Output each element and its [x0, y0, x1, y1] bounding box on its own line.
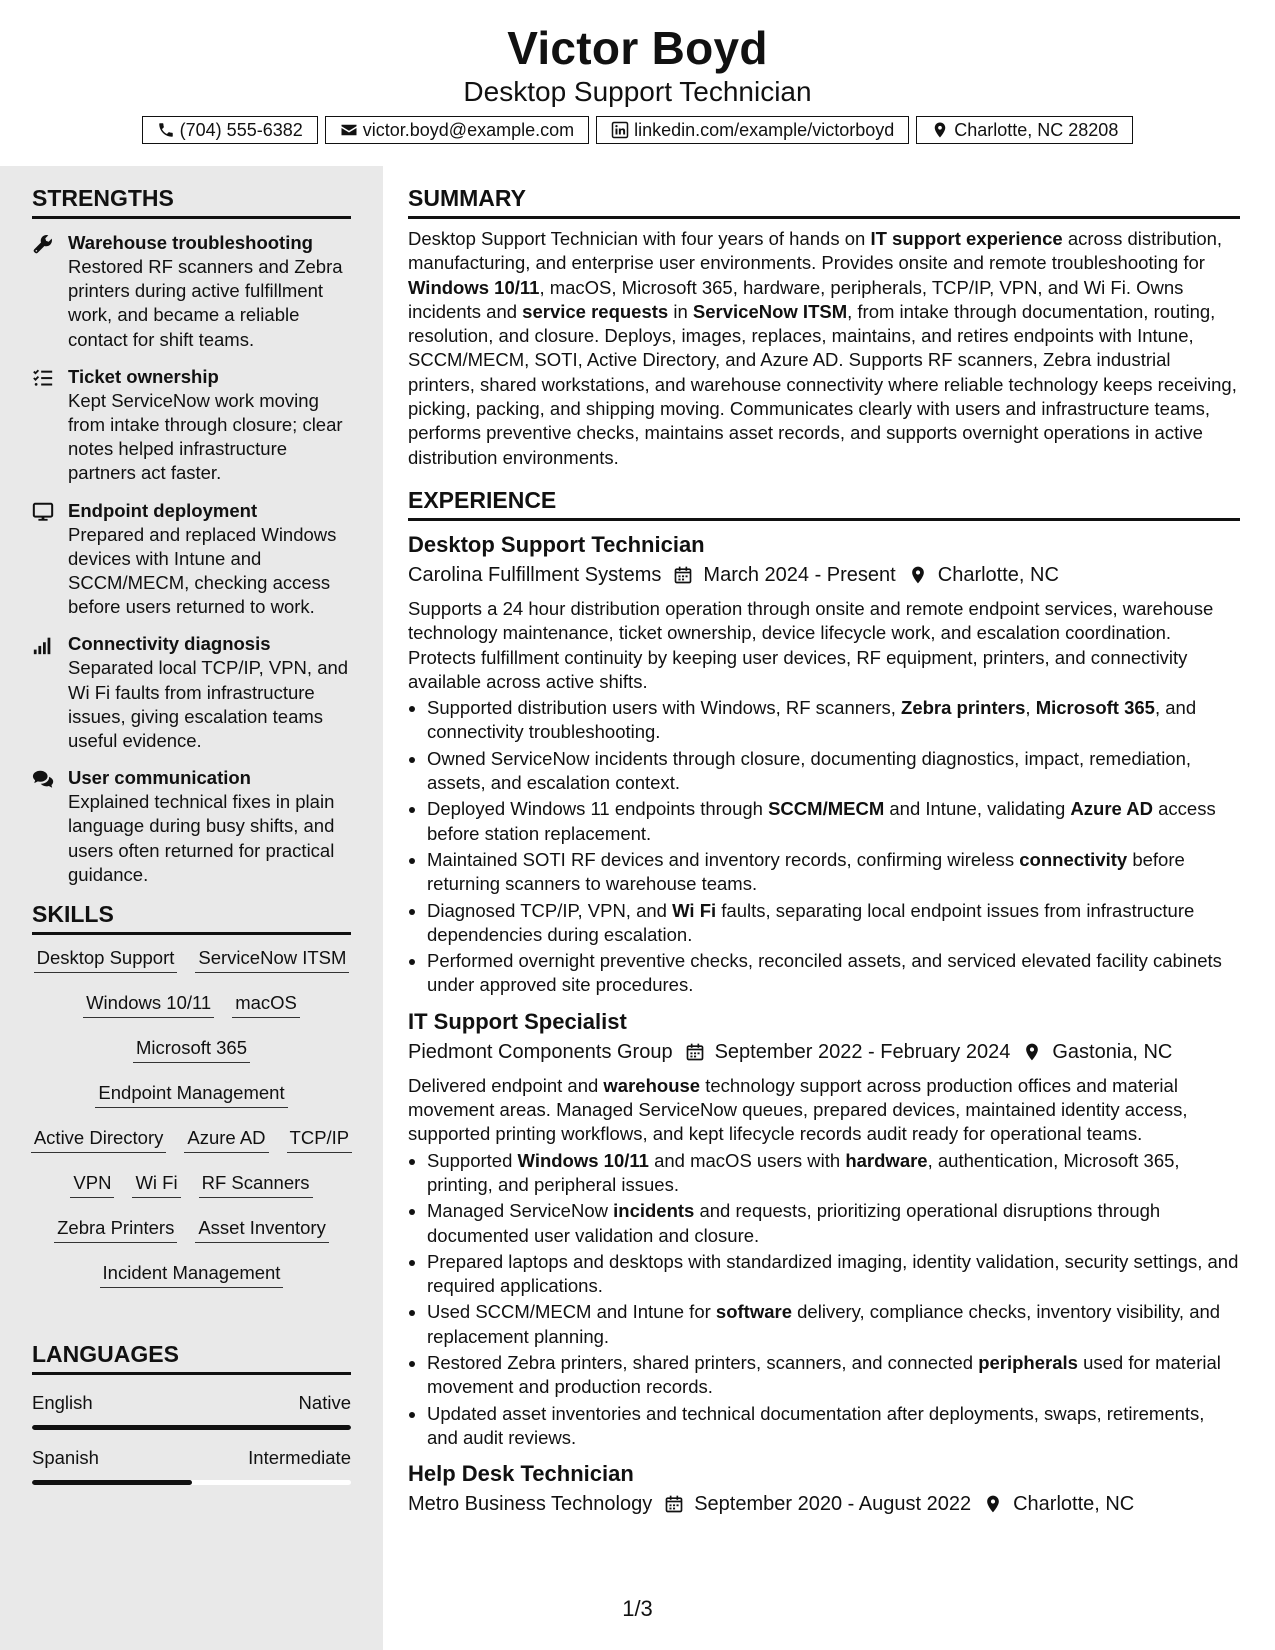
job-meta: [408, 1039, 1240, 1065]
skill-row: [32, 1217, 351, 1262]
strength-title: Connectivity diagnosis: [68, 633, 271, 655]
language-proficiency-fill: [32, 1480, 192, 1485]
strength-title: User communication: [68, 767, 251, 789]
experience-heading: EXPERIENCE: [408, 486, 1240, 521]
job-dates: March 2024 - Present: [703, 563, 896, 586]
monitor-icon: [32, 501, 56, 525]
job-bullet: • Supported Windows 10/11 and macOS users with hardware, authentication, Microsoft 365, printing, and peripheral issues.: [427, 1149, 1240, 1198]
job-location: Charlotte, NC: [1013, 1493, 1135, 1516]
strengths-heading: STRENGTHS: [32, 184, 351, 219]
job-title: Help Desk Technician: [408, 1461, 634, 1487]
contact-map-pin[interactable]: [916, 116, 1133, 144]
contact-text: linkedin.com/example/victorboyd: [634, 119, 895, 140]
strength-title: Warehouse troubleshooting: [68, 232, 313, 253]
checklist-icon: [32, 367, 56, 391]
skills-list: [32, 947, 351, 1307]
skill-tag: Asset Inventory: [195, 1217, 329, 1243]
job-bullet: • Restored Zebra printers, shared printers, scanners, and connected peripherals used for material movement and production records.: [427, 1351, 1240, 1400]
company-name: Piedmont Components Group: [408, 1040, 673, 1063]
skill-row: [32, 1262, 351, 1307]
summary-text: Desktop Support Technician with four years of hands on IT support experience across distribution, manufacturing, and enterprise user environments. Provides onsite and remote troubleshooting for Windows 10/11, macOS, Microsoft 365, hardware, peripherals, TCP/IP, VPN, and Wi Fi. Owns incidents and service requests in ServiceNow ITSM, from intake through documentation, routing, resolution, and closure. Deploys, images, replaces, maintains, and retires endpoints with Intune, SCCM/MECM, SOTI, Active Directory, and Azure AD. Supports RF scanners, Zebra industrial printers, shared workstations, and warehouse connectivity where reliable technology keeps receiving, picking, packing, and shipping moving. Communicates clearly with users and infrastructure teams, performs preventive checks, maintains asset records, and supports overnight operations in active distribution environments.: [408, 228, 1237, 468]
skill-tag: VPN: [70, 1172, 114, 1198]
signal-bars-icon: [32, 634, 56, 658]
map-pin-icon: [931, 121, 949, 139]
language-item: [32, 1391, 351, 1430]
candidate-title: Desktop Support Technician: [463, 76, 812, 107]
job-bullet: • Deployed Windows 11 endpoints through SCCM/MECM and Intune, validating Azure AD access before station replacement.: [427, 797, 1240, 846]
skill-tag: Endpoint Management: [95, 1082, 287, 1108]
contact-text: Charlotte, NC 28208: [954, 119, 1119, 140]
skill-tag: Active Directory: [31, 1127, 167, 1153]
phone-icon: [157, 121, 175, 139]
job-dates: September 2020 - August 2022: [694, 1493, 972, 1516]
main-content: [408, 166, 1240, 1517]
skills-section: [32, 900, 351, 1307]
skill-tag: RF Scanners: [199, 1172, 313, 1198]
contact-text: (704) 555-6382: [179, 119, 303, 140]
job-entry: [408, 1460, 1240, 1517]
company-name: Carolina Fulfillment Systems: [408, 563, 662, 586]
candidate-name: Victor Boyd: [507, 22, 768, 74]
strength-item: [32, 231, 351, 352]
map-pin-icon: [983, 1494, 1003, 1514]
job-bullet: • Performed overnight preventive checks, reconciled assets, and serviced elevated facility cabinets under approved site procedures.: [427, 949, 1240, 998]
strength-description: Explained technical fixes in plain language during busy shifts, and users often returned for practical guidance.: [68, 791, 335, 885]
skill-tag: ServiceNow ITSM: [195, 947, 349, 973]
skill-row: [32, 992, 351, 1037]
skill-tag: Azure AD: [184, 1127, 268, 1153]
strength-description: Kept ServiceNow work moving from intake through closure; clear notes helped infrastructure partners act faster.: [68, 389, 343, 484]
skill-tag: Incident Management: [100, 1262, 284, 1288]
company-name: Metro Business Technology: [408, 1493, 653, 1516]
job-description: Delivered endpoint and warehouse technology support across production offices and material movement areas. Managed ServiceNow queues, prepared devices, maintained identity access, supported printing workflows, and kept lifecycle records audit ready for operational teams.: [408, 1074, 1188, 1145]
skill-row: [32, 1172, 351, 1217]
skill-row: [32, 1037, 351, 1082]
envelope-icon: [340, 121, 358, 139]
languages-list: [32, 1391, 351, 1485]
skill-tag: Windows 10/11: [83, 992, 214, 1018]
job-bullet: • Updated asset inventories and technical documentation after deployments, swaps, retirements, and audit reviews.: [427, 1402, 1240, 1451]
job-bullet: • Used SCCM/MECM and Intune for software delivery, compliance checks, inventory visibility, and replacement planning.: [427, 1300, 1240, 1349]
strength-item: [32, 632, 351, 753]
job-title: Desktop Support Technician: [408, 531, 705, 557]
job-bullet: • Supported distribution users with Windows, RF scanners, Zebra printers, Microsoft 365, and connectivity troubleshooting.: [427, 696, 1240, 745]
job-bullet: • Diagnosed TCP/IP, VPN, and Wi Fi faults, separating local endpoint issues from infrastructure dependencies during escalation.: [427, 899, 1240, 948]
skills-heading: SKILLS: [32, 900, 351, 935]
strength-description: Separated local TCP/IP, VPN, and Wi Fi faults from infrastructure issues, giving escalation teams useful evidence.: [68, 657, 349, 752]
map-pin-icon: [908, 565, 928, 585]
job-entry: [408, 1008, 1240, 1450]
languages-section: [32, 1340, 351, 1485]
strength-title: Endpoint deployment: [68, 499, 258, 521]
job-bullets: [408, 1149, 1240, 1451]
skill-tag: Desktop Support: [34, 947, 178, 973]
contact-phone[interactable]: [142, 116, 318, 144]
calendar-icon: [673, 565, 693, 585]
strength-title: Ticket ownership: [68, 365, 219, 387]
language-proficiency-bar: [32, 1480, 351, 1485]
linkedin-icon: [611, 121, 629, 139]
contact-text: victor.boyd@example.com: [362, 119, 575, 140]
experience-list: [408, 531, 1240, 1517]
job-bullet: • Managed ServiceNow incidents and requests, prioritizing operational disruptions through documented user validation and closure.: [427, 1199, 1240, 1248]
job-meta: [408, 562, 1240, 588]
skill-tag: TCP/IP: [287, 1127, 353, 1153]
skill-tag: Zebra Printers: [54, 1217, 177, 1243]
job-dates: September 2022 - February 2024: [714, 1040, 1011, 1063]
language-proficiency-fill: [32, 1425, 351, 1430]
skill-row: [32, 1082, 351, 1127]
contact-envelope[interactable]: [325, 116, 589, 144]
job-location: Charlotte, NC: [937, 563, 1059, 586]
language-name: Spanish: [32, 1447, 99, 1469]
summary-heading: SUMMARY: [408, 184, 1240, 219]
job-meta: [408, 1491, 1240, 1517]
language-proficiency-bar: [32, 1425, 351, 1430]
strength-item: [32, 499, 351, 620]
job-bullet: • Maintained SOTI RF devices and inventory records, confirming wireless connectivity before returning scanners to warehouse teams.: [427, 848, 1240, 897]
chat-bubbles-icon: [32, 768, 56, 792]
language-item: [32, 1446, 351, 1485]
languages-heading: LANGUAGES: [32, 1340, 351, 1375]
job-bullet: • Prepared laptops and desktops with standardized imaging, identity validation, security settings, and required applications.: [427, 1250, 1240, 1299]
wrench-icon: [32, 233, 56, 257]
map-pin-icon: [1022, 1042, 1042, 1062]
language-level: Intermediate: [248, 1447, 351, 1469]
sidebar: [0, 166, 383, 1650]
page-number: 1/3: [622, 1596, 653, 1621]
job-bullet: • Owned ServiceNow incidents through closure, documenting diagnostics, impact, remediation, assets, and escalation context.: [427, 747, 1240, 796]
strength-item: [32, 365, 351, 486]
job-description: Supports a 24 hour distribution operation through onsite and remote endpoint services, warehouse technology maintenance, ticket ownership, device lifecycle work, and escalation coordination. Protects fulfillment continuity by keeping user devices, RF equipment, printers, and connectivity available across active shifts.: [408, 597, 1214, 692]
resume-header: [0, 0, 1275, 144]
contact-linkedin[interactable]: [596, 116, 909, 144]
job-location: Gastonia, NC: [1052, 1040, 1173, 1063]
calendar-icon: [664, 1494, 684, 1514]
skill-tag: Wi Fi: [132, 1172, 180, 1198]
skill-tag: Microsoft 365: [133, 1037, 250, 1063]
job-entry: [408, 531, 1240, 998]
job-bullets: [408, 696, 1240, 998]
skill-row: [32, 1127, 351, 1172]
skill-tag: macOS: [232, 992, 300, 1018]
contact-bar: [0, 116, 1275, 144]
strength-description: Prepared and replaced Windows devices with Intune and SCCM/MECM, checking access before users returned to work.: [68, 523, 337, 618]
job-title: IT Support Specialist: [408, 1008, 627, 1034]
language-level: Native: [298, 1392, 351, 1414]
calendar-icon: [685, 1042, 705, 1062]
strength-description: Restored RF scanners and Zebra printers during active fulfillment work, and became a reliable contact for shift teams.: [68, 256, 343, 350]
strengths-list: [32, 231, 351, 887]
language-name: English: [32, 1392, 93, 1414]
skill-row: [32, 947, 351, 992]
strength-item: [32, 766, 351, 887]
